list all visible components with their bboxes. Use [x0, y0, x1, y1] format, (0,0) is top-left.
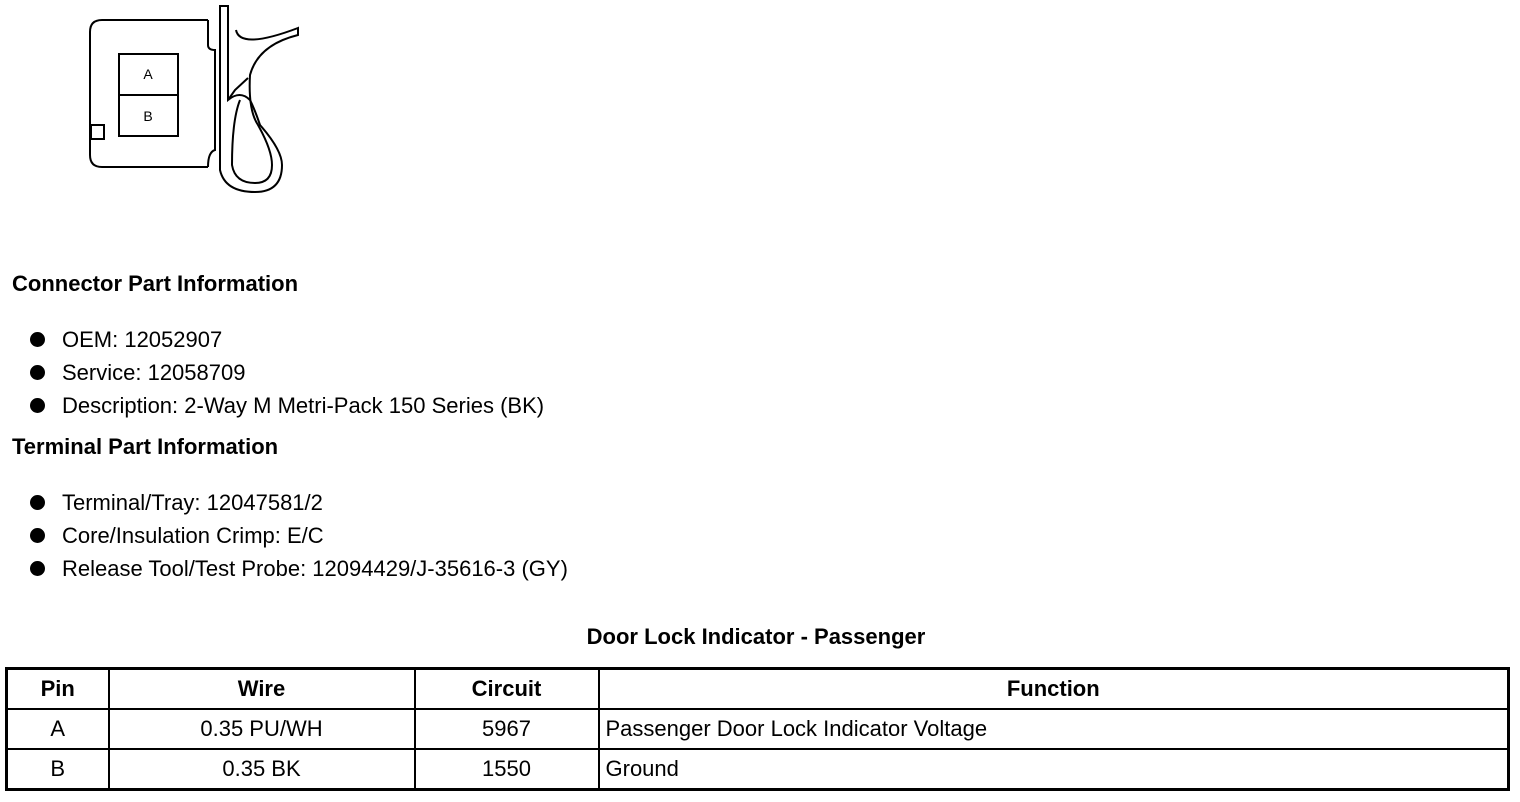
list-item [30, 389, 544, 422]
connector-body-outline [90, 20, 208, 167]
bullet-icon [30, 495, 45, 510]
list-item [30, 519, 568, 552]
cavity-a [119, 54, 178, 95]
column-header-circuit: Circuit [415, 669, 599, 710]
list-item [30, 323, 544, 356]
table-row [7, 709, 1509, 749]
list-item-text: Core/Insulation Crimp: E/C [62, 522, 324, 548]
connector-part-info-heading: Connector Part Information [12, 271, 299, 296]
connector-part-info-list [30, 323, 544, 422]
list-item-text: Service: 12058709 [62, 359, 246, 385]
cell-pin: A [7, 709, 109, 749]
cell-circuit: 5967 [415, 709, 599, 749]
column-header-wire: Wire [109, 669, 415, 710]
connector-body-edge [208, 20, 215, 167]
terminal-part-info-list [30, 486, 568, 585]
list-item [30, 486, 568, 519]
cell-circuit: 1550 [415, 749, 599, 790]
list-item-text: OEM: 12052907 [62, 326, 223, 352]
cavity-label-b: B [143, 108, 153, 124]
cell-wire: 0.35 PU/WH [109, 709, 415, 749]
bullet-icon [30, 561, 45, 576]
bullet-icon [30, 398, 45, 413]
cell-function: Passenger Door Lock Indicator Voltage [599, 709, 1509, 749]
cell-wire: 0.35 BK [109, 749, 415, 790]
cell-function: Ground [599, 749, 1509, 790]
column-header-function: Function [599, 669, 1509, 710]
table-row [7, 749, 1509, 790]
cavity-b [119, 95, 178, 136]
cavity-label-a: A [143, 66, 153, 82]
table-header-row [7, 669, 1509, 710]
list-item-text: Description: 2-Way M Metri-Pack 150 Series (BK) [62, 392, 545, 418]
bullet-icon [30, 528, 45, 543]
pin-table-title: Door Lock Indicator - Passenger [586, 624, 926, 649]
cell-pin: B [7, 749, 109, 790]
list-item [30, 552, 568, 585]
list-item-text: Release Tool/Test Probe: 12094429/J-35616-3 (GY) [62, 555, 568, 581]
bullet-icon [30, 332, 45, 347]
pin-table [5, 667, 1510, 791]
bullet-icon [30, 365, 45, 380]
retaining-clip-inner [232, 28, 298, 183]
terminal-part-info-heading: Terminal Part Information [12, 434, 279, 459]
column-header-pin: Pin [7, 669, 109, 710]
connector-latch-tab [91, 125, 104, 139]
list-item-text: Terminal/Tray: 12047581/2 [62, 489, 323, 515]
list-item [30, 356, 544, 389]
connector-face-drawing [80, 2, 320, 202]
